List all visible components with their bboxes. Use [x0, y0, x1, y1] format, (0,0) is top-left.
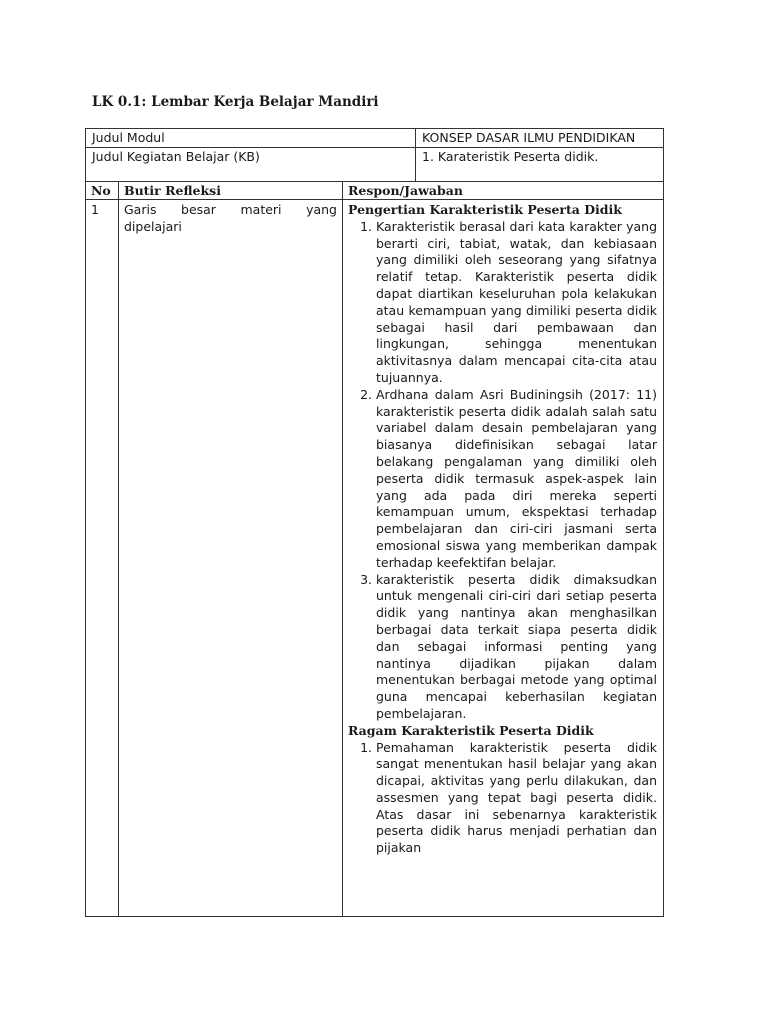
header-respon: Respon/Jawaban	[343, 182, 664, 200]
list-item: 1. Pemahaman karakteristik peserta didik sangat menentukan hasil belajar yang akan dicapai, aktivitas yang perlu dilakukan, dan assesmen yang tepat bagi peserta didik. Atas dasar ini sebenarnya karakteristik peserta didik harus menjadi perhatian dan pijakan	[376, 740, 657, 858]
activity-row	[86, 148, 664, 182]
header-no: No	[86, 182, 119, 200]
row-number: 1	[86, 200, 119, 917]
list-item: 3. karakteristik peserta didik dimaksudkan untuk mengenali ciri-ciri dari setiap peserta didik yang nantinya akan menghasilkan berbagai data terkait siapa peserta didik dan sebagai informasi penting yang nantinya dijadikan pijakan dalam menentukan berbagai metode yang optimal guna mencapai keberhasilan kegiatan pembelajaran.	[376, 572, 657, 723]
module-value: KONSEP DASAR ILMU PENDIDIKAN	[416, 129, 664, 148]
section-list	[348, 219, 657, 723]
reflection-item: Garis besar materi yang dipelajari	[119, 200, 343, 917]
section-list	[348, 740, 657, 858]
response-body	[348, 202, 657, 916]
response-cell	[343, 200, 664, 917]
section-heading: Ragam Karakteristik Peserta Didik	[348, 722, 594, 738]
module-info-table	[85, 128, 664, 182]
section-heading: Pengertian Karakteristik Peserta Didik	[348, 202, 622, 217]
table-row	[86, 200, 664, 917]
module-row	[86, 129, 664, 148]
list-item: 1. Karakteristik berasal dari kata karakter yang berarti ciri, tabiat, watak, dan kebiasaan yang dimiliki oleh seseorang yang sifatnya relatif tetap. Karakteristik peserta didik dapat diartikan keseluruhan pola kelakukan atau kemampuan yang dimiliki peserta didik sebagai hasil dari pembawaan dan lingkungan, sehingga menentukan aktivitasnya dalam mencapai cita-cita atau tujuannya.	[376, 219, 657, 387]
module-label: Judul Modul	[86, 129, 416, 148]
list-item: 2. Ardhana dalam Asri Budiningsih (2017: 11) karakteristik peserta didik adalah salah satu variabel dalam desain pembelajaran yang biasanya didefinisikan sebagai latar belakang pengalaman yang dimiliki oleh peserta didik termasuk aspek-aspek lain yang ada pada diri mereka seperti kemampuan umum, ekspektasi terhadap pembelajaran dan ciri-ciri jasmani serta emosional siswa yang memberikan dampak terhadap keefektifan belajar.	[376, 387, 657, 572]
page-title: LK 0.1: Lembar Kerja Belajar Mandiri	[92, 94, 379, 110]
activity-value: 1. Karateristik Peserta didik.	[416, 148, 664, 182]
header-row	[86, 182, 664, 200]
header-butir: Butir Refleksi	[119, 182, 343, 200]
activity-label: Judul Kegiatan Belajar (KB)	[86, 148, 416, 182]
reflection-table	[85, 181, 664, 917]
